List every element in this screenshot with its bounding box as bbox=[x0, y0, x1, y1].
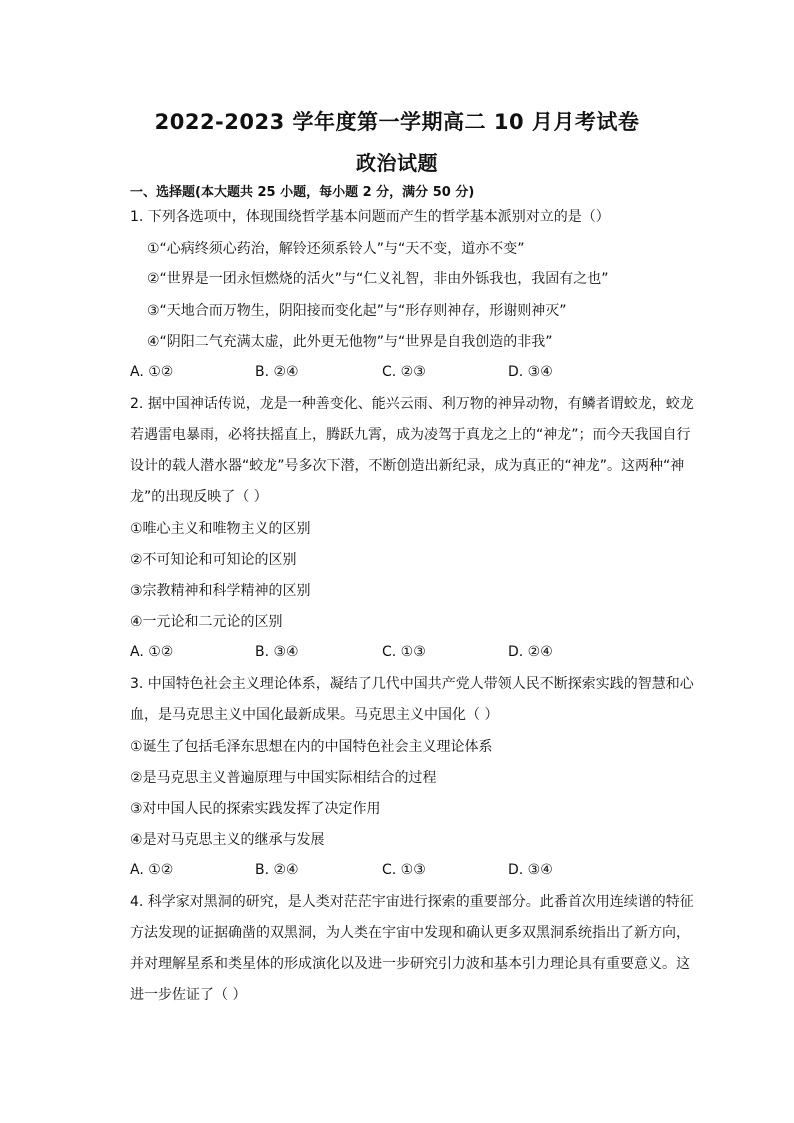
question-1-item-1: ①“心病终须心药治，解铃还须系铃人”与“天不变，道亦不变” bbox=[147, 241, 525, 257]
question-1-option-c: C. ②③ bbox=[382, 364, 426, 380]
section-heading: 一、选择题(本大题共 25 小题，每小题 2 分，满分 50 分) bbox=[130, 185, 475, 200]
question-3-item-4: ④是对马克思主义的继承与发展 bbox=[130, 832, 325, 848]
question-3-item-3: ③对中国人民的探索实践发挥了决定作用 bbox=[130, 801, 381, 817]
question-1-option-d: D. ③④ bbox=[508, 364, 553, 380]
exam-subtitle: 政治试题 bbox=[356, 151, 438, 175]
question-3-stem: 3. 中国特色社会主义理论体系，凝结了几代中国共产党人带领人民不断探索实践的智慧和心血，是马克思主义中国化最新成果。马克思主义中国化（ ） bbox=[130, 676, 694, 723]
question-2-item-3: ③宗教精神和科学精神的区别 bbox=[130, 583, 311, 599]
question-3-option-a: A. ①② bbox=[130, 862, 174, 878]
question-1-item-4: ④“阴阳二气充满太虚，此外更无他物”与“世界是自我创造的非我” bbox=[147, 334, 553, 350]
question-2-option-c: C. ①③ bbox=[382, 644, 426, 660]
question-2-item-1: ①唯心主义和唯物主义的区别 bbox=[130, 521, 311, 537]
question-2-options bbox=[130, 644, 650, 664]
question-2-option-d: D. ②④ bbox=[508, 644, 553, 660]
question-1-options bbox=[130, 364, 650, 384]
question-1-option-b: B. ②④ bbox=[255, 364, 299, 380]
question-3-options bbox=[130, 862, 650, 882]
question-3-item-2: ②是马克思主义普遍原理与中国实际相结合的过程 bbox=[130, 770, 437, 786]
question-3-option-b: B. ②④ bbox=[255, 862, 299, 878]
question-3-item-1: ①诞生了包括毛泽东思想在内的中国特色社会主义理论体系 bbox=[130, 739, 493, 755]
question-1-item-2: ②“世界是一团永恒燃烧的活火”与“仁义礼智，非由外铄我也，我固有之也” bbox=[147, 271, 609, 287]
question-3-option-c: C. ①③ bbox=[382, 862, 426, 878]
question-2-item-2: ②不可知论和可知论的区别 bbox=[130, 552, 297, 568]
question-1-option-a: A. ①② bbox=[130, 364, 174, 380]
question-3-option-d: D. ③④ bbox=[508, 862, 553, 878]
question-2-option-a: A. ①② bbox=[130, 644, 174, 660]
exam-title: 2022-2023 学年度第一学期高二 10 月月考试卷 bbox=[154, 110, 640, 134]
question-2-stem: 2. 据中国神话传说，龙是一种善变化、能兴云雨、利万物的神异动物，有鳞者谓蛟龙，蛟龙若遇雷电暴雨，必将扶摇直上，腾跃九霄，成为凌驾于真龙之上的“神龙”；而今天我国自行设计的载人潜水器“蛟龙”号多次下潜，不断创造出新纪录，成为真正的“神龙”。这两种“神龙”的出现反映了（ ） bbox=[130, 396, 694, 505]
question-4-stem: 4. 科学家对黑洞的研究，是人类对茫茫宇宙进行探索的重要部分。此番首次用连续谱的特征方法发现的证据确凿的双黑洞，为人类在宇宙中发现和确认更多双黑洞系统指出了新方向，并对理解星系和类星体的形成演化以及进一步研究引力波和基本引力理论具有重要意义。这进一步佐证了（ ） bbox=[130, 894, 694, 1003]
question-1-item-3: ③“天地合而万物生，阴阳接而变化起”与“形存则神存，形谢则神灭” bbox=[147, 303, 567, 319]
question-1-stem: 1. 下列各选项中，体现围绕哲学基本问题而产生的哲学基本派别对立的是（） bbox=[130, 209, 610, 225]
question-2-item-4: ④一元论和二元论的区别 bbox=[130, 614, 283, 630]
question-2-option-b: B. ③④ bbox=[255, 644, 299, 660]
